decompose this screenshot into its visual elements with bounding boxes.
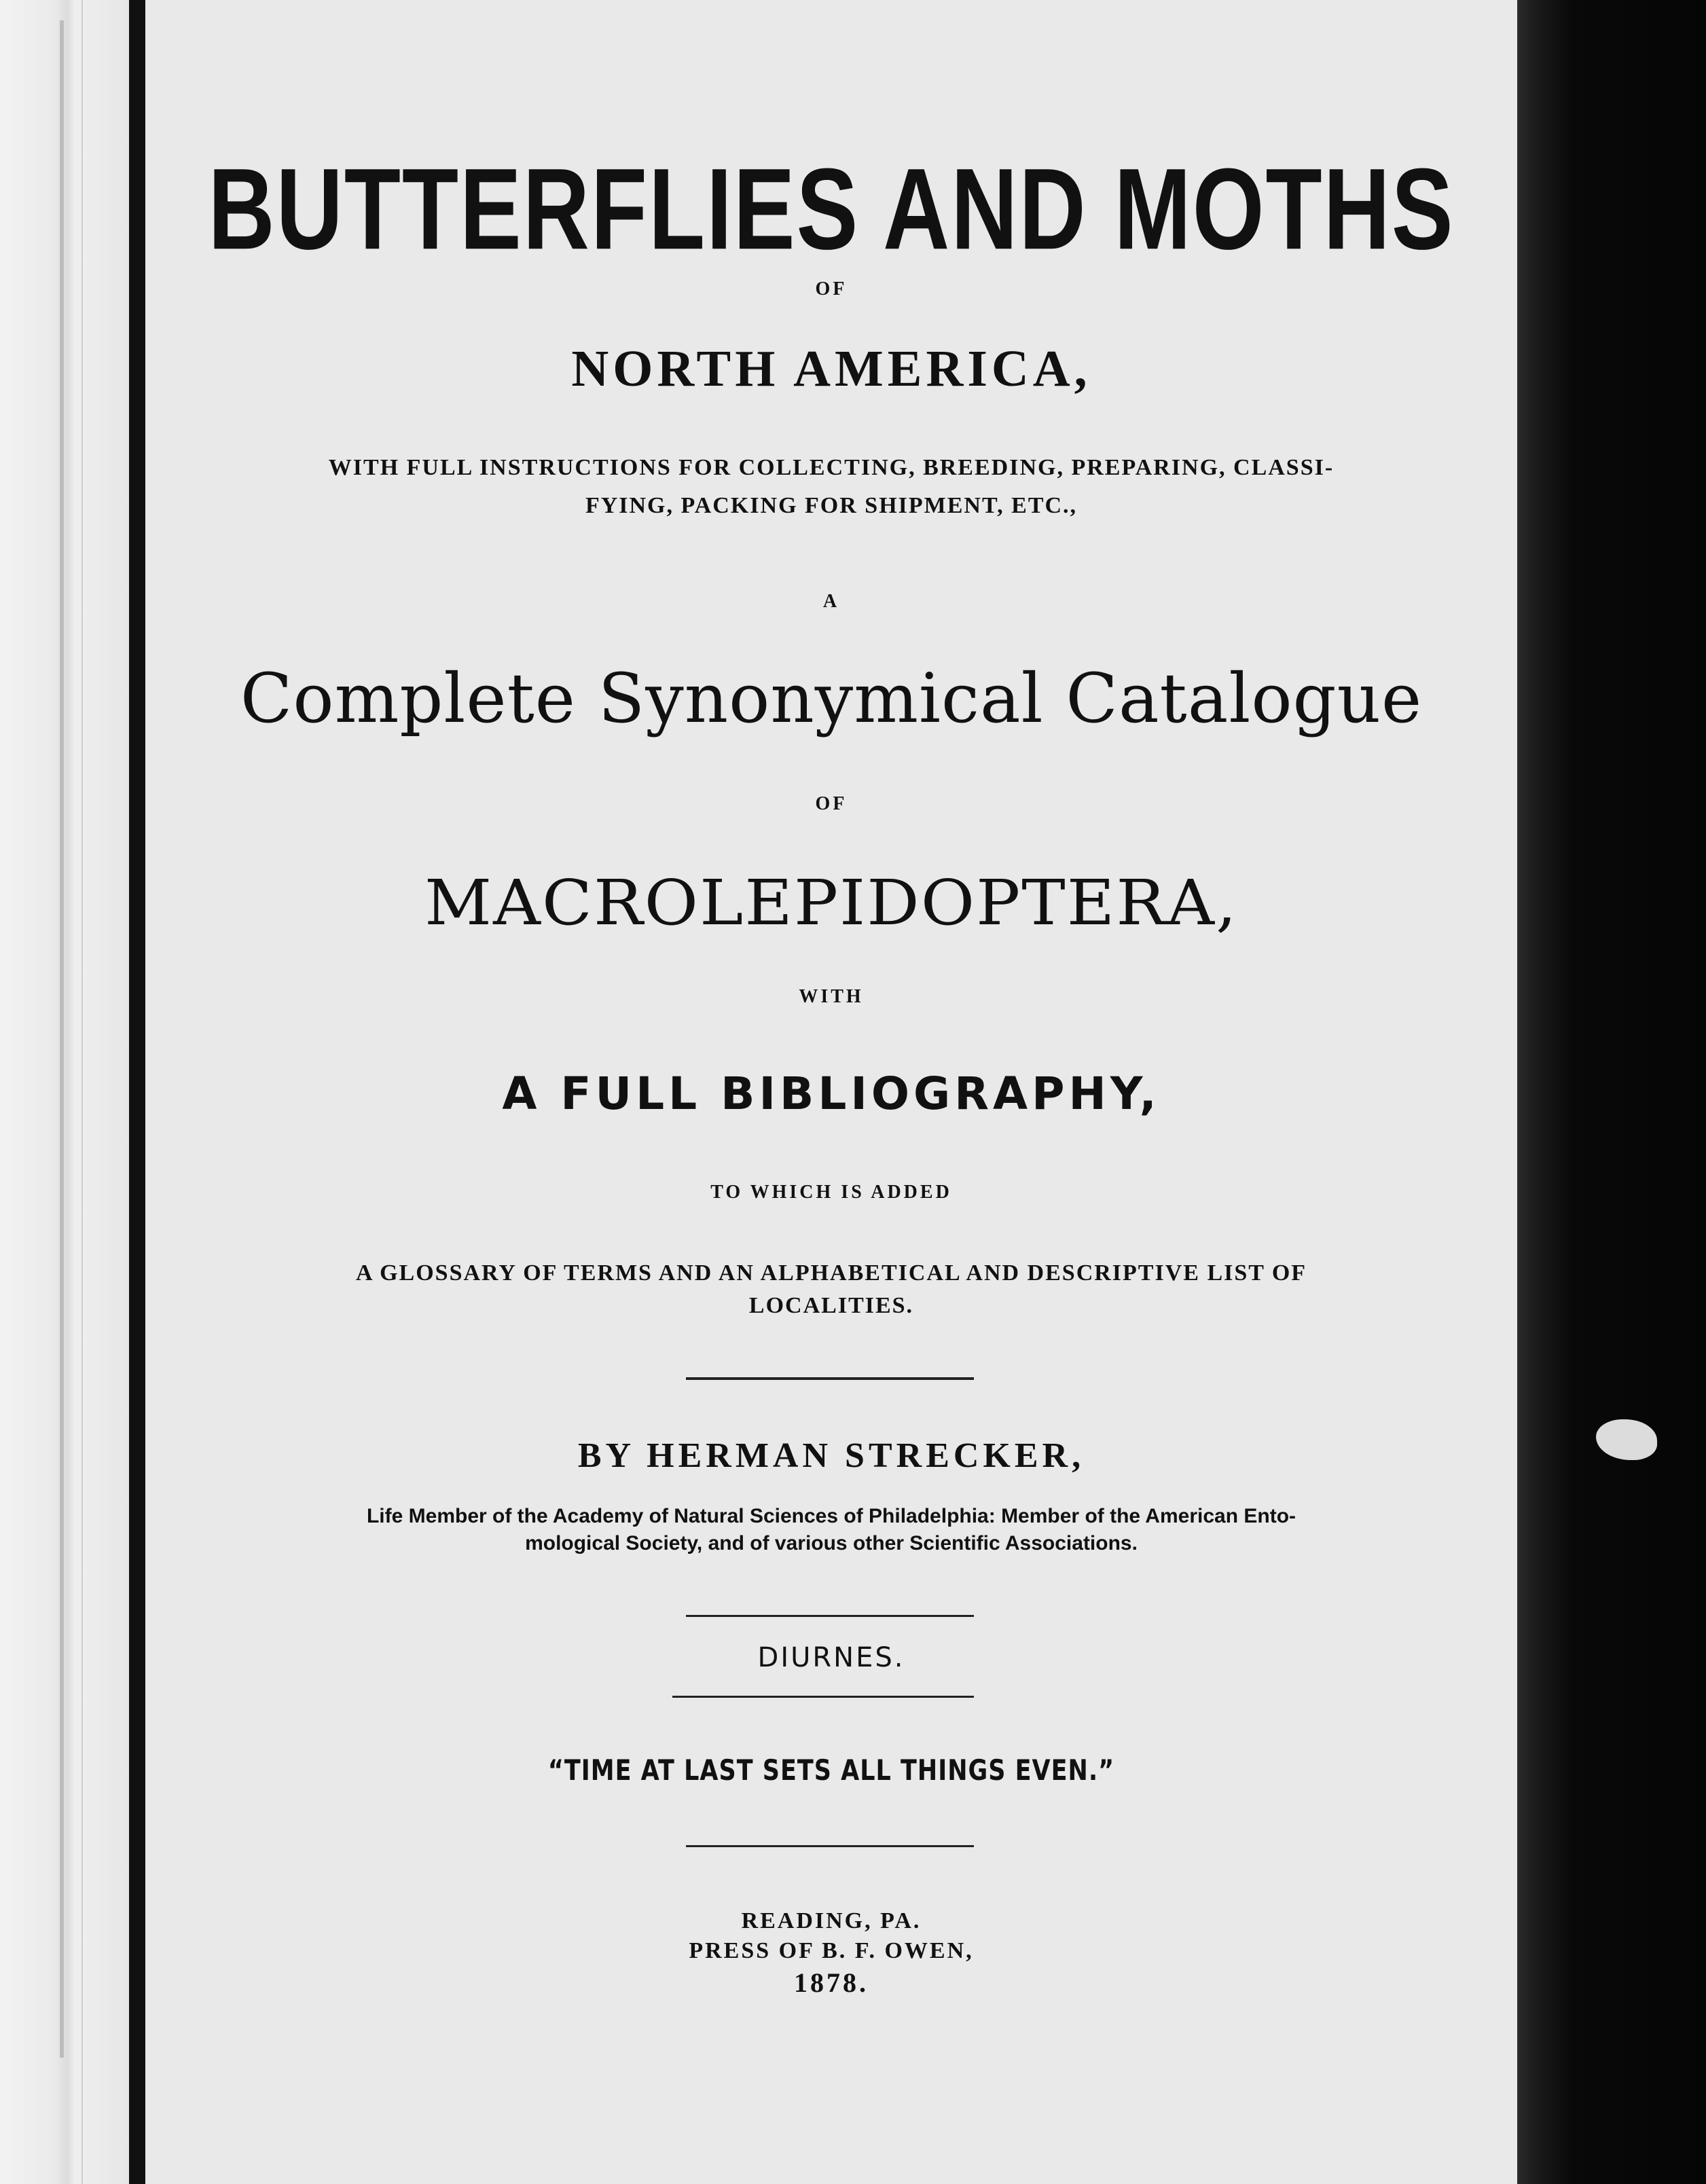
author-byline: BY HERMAN STRECKER, xyxy=(577,1436,1085,1475)
imprint-year: 1878. xyxy=(794,1967,869,1998)
instructions-line-1: WITH FULL INSTRUCTIONS FOR COLLECTING, BREEDING, PREPARING, CLASSI- xyxy=(328,455,1335,480)
affiliation-line-2: mological Society, and of various other Scientific Associations. xyxy=(525,1532,1138,1554)
section-label: DIURNES. xyxy=(757,1642,905,1673)
of-connector: OF xyxy=(815,278,848,299)
catalogue-heading: Complete Synonymical Catalogue xyxy=(240,659,1423,738)
book-cover-edge xyxy=(1517,0,1706,2184)
title-page xyxy=(145,0,1517,2184)
page-edge-shadow xyxy=(60,20,64,2058)
separator-rule-4 xyxy=(686,1845,974,1847)
book-title: BUTTERFLIES AND MOTHS xyxy=(208,144,1455,274)
separator-rule-2 xyxy=(686,1615,974,1617)
affiliation-line-1: Life Member of the Academy of Natural Sciences of Philadelphia: Member of the American Ento- xyxy=(366,1505,1296,1527)
region-heading: NORTH AMERICA, xyxy=(571,340,1091,397)
article-a: A xyxy=(822,591,840,612)
with-connector: WITH xyxy=(799,986,864,1007)
motto: “TIME AT LAST SETS ALL THINGS EVEN.” xyxy=(547,1755,1115,1787)
book-gutter xyxy=(129,0,145,2184)
separator-rule-3 xyxy=(672,1696,974,1698)
macrolepidoptera-heading: MACROLEPIDOPTERA, xyxy=(424,867,1238,939)
imprint-press: PRESS OF B. F. OWEN, xyxy=(689,1938,974,1963)
glossary-line-2: LOCALITIES. xyxy=(748,1293,914,1318)
separator-rule-1 xyxy=(686,1377,974,1380)
bibliography-heading: A FULL BIBLIOGRAPHY, xyxy=(502,1068,1161,1120)
imprint-place: READING, PA. xyxy=(741,1908,922,1933)
instructions-line-2: FYING, PACKING FOR SHIPMENT, ETC., xyxy=(585,493,1078,518)
glossary-line-1: A GLOSSARY OF TERMS AND AN ALPHABETICAL AND DESCRIPTIVE LIST OF xyxy=(355,1260,1307,1286)
added-line: TO WHICH IS ADDED xyxy=(710,1182,952,1203)
adjacent-page-edge xyxy=(0,0,129,2184)
of-connector-2: OF xyxy=(815,793,848,814)
page-edge-line xyxy=(81,0,83,2184)
